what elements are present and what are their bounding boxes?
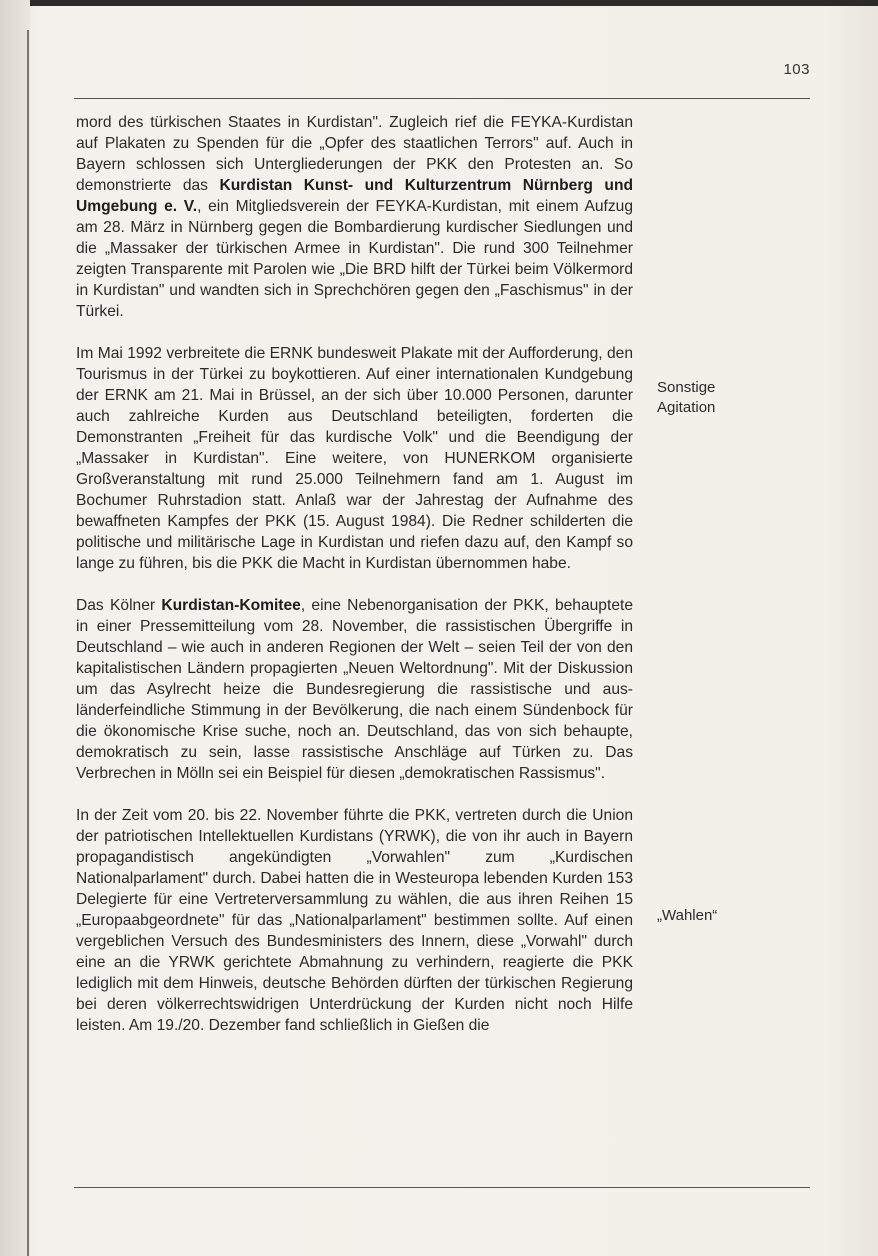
margin-note-wahlen xyxy=(657,906,717,926)
bold-organization-name: Kurdistan Kunst- und Kulturzentrum Nürnberg und Umgebung e. V. xyxy=(76,177,633,215)
text-segment: , ein Mitgliedsverein der FEYKA-Kurdistan, mit einem Aufzug am 28. März in Nürnberg gegen die Bombardierung kurdischer Siedlungen und die „Massaker der türkischen Armee in Kurdistan". Die rund 300 Teilnehmer zeigten Transparente mit Parolen wie „Die BRD hilft der Türkei beim Völkermord in Kurdistan" und wandten sich in Sprechchören gegen den „Faschismus" in der Türkei. xyxy=(76,198,633,320)
footer-rule xyxy=(74,1187,810,1188)
bold-organization-name: Kurdistan-Komitee xyxy=(161,597,301,614)
page-number: 103 xyxy=(783,61,810,78)
text-segment: Im Mai 1992 verbreitete die ERNK bundesweit Plakate mit der Aufforderung, den Tourismus in der Türkei zu boykottieren. Auf einer internationalen Kundgebung der ERNK am 21. Mai in Brüssel, an der sich über 10.000 Personen, darunter auch zahlreiche Kurden aus Deutschland beteiligten, forderten die Demonstranten „Freiheit für das kurdische Volk" und die Beendigung der „Massaker in Kurdistan". Eine weitere, von HUNERKOM organisierte Großveranstaltung mit rund 25.000 Teilnehmern fand am 1. August im Bochumer Ruhrstadion statt. Anlaß war der Jahrestag der Aufnahme des bewaffneten Kampfes der PKK (15. August 1984). Die Redner schilderten die politische und militärische Lage in Kurdistan und riefen dazu auf, den Kampf so lange zu führen, bis die PKK die Macht in Kurdistan übernommen habe. xyxy=(76,345,633,572)
margin-note-line: Agitation xyxy=(657,399,716,416)
paragraph xyxy=(76,805,633,1036)
paragraph xyxy=(76,595,633,784)
paragraph xyxy=(76,112,633,322)
margin-note-line: „Wahlen“ xyxy=(657,907,718,924)
paragraph xyxy=(76,343,633,574)
margin-note-sonstige-agitation xyxy=(657,378,715,418)
book-spine-line xyxy=(27,30,29,1256)
text-segment: Das Kölner xyxy=(76,597,162,614)
text-segment: In der Zeit vom 20. bis 22. November führte die PKK, vertreten durch die Union der patriotischen Intellektuellen Kurdistans (YRWK), die von ihr auch in Bayern propagandistisch angekündigten „Vorwahlen" zum „Kurdischen Nationalparlament" durch. Dabei hatten die in Westeuropa lebenden Kurden 153 Delegierte für eine Vertreterversammlung zu wählen, die aus ihren Reihen 15 „Europaabgeordnete" für das „Nationalparlament" bestimmen sollte. Auf einen vergeblichen Versuch des Bundesministers des Innern, diese „Vorwahl" durch eine an die YRWK gerichtete Abmahnung zu verhindern, reagierte die PKK lediglich mit dem Hinweis, deutsche Behörden dürften der türkischen Regierung bei deren völkerrechtswidrigen Unterdrückung der Kurden nicht noch Hilfe leisten. Am 19./20. Dezember fand schließlich in Gießen die xyxy=(76,807,633,1034)
scan-top-edge xyxy=(0,0,878,6)
header-rule xyxy=(74,98,810,99)
scan-left-margin xyxy=(0,0,30,1256)
margin-note-line: Sonstige xyxy=(657,379,716,396)
body-text-column xyxy=(76,112,633,1057)
text-segment: , eine Nebenorganisation der PKK, behauptete in einer Pressemitteilung vom 28. November, die rassistischen Übergriffe in Deutschland – wie auch in anderen Regionen der Welt – seien Teil der von den kapitalistischen Ländern propagierten „Neuen Weltordnung". Mit der Diskussion um das Asylrecht heize die Bundesregierung die rassistische und ausländerfeindliche Stimmung in der Bevölkerung, die nach einem Sündenbock für die ökonomische Krise suche, noch an. Deutschland, das von sich behaupte, demokratisch zu sein, lasse rassistische Anschläge auf Türken zu. Das Verbrechen in Mölln sei ein Beispiel für diesen „demokratischen Rassismus". xyxy=(76,597,633,782)
text-segment: mord des türkischen Staates in Kurdistan". Zugleich rief die FEYKA-Kurdistan auf Plakaten zu Spenden für die „Opfer des staatlichen Terrors" auf. Auch in Bayern schlossen sich Untergliederungen der PKK den Protesten an. So demonstrierte das xyxy=(76,114,633,194)
